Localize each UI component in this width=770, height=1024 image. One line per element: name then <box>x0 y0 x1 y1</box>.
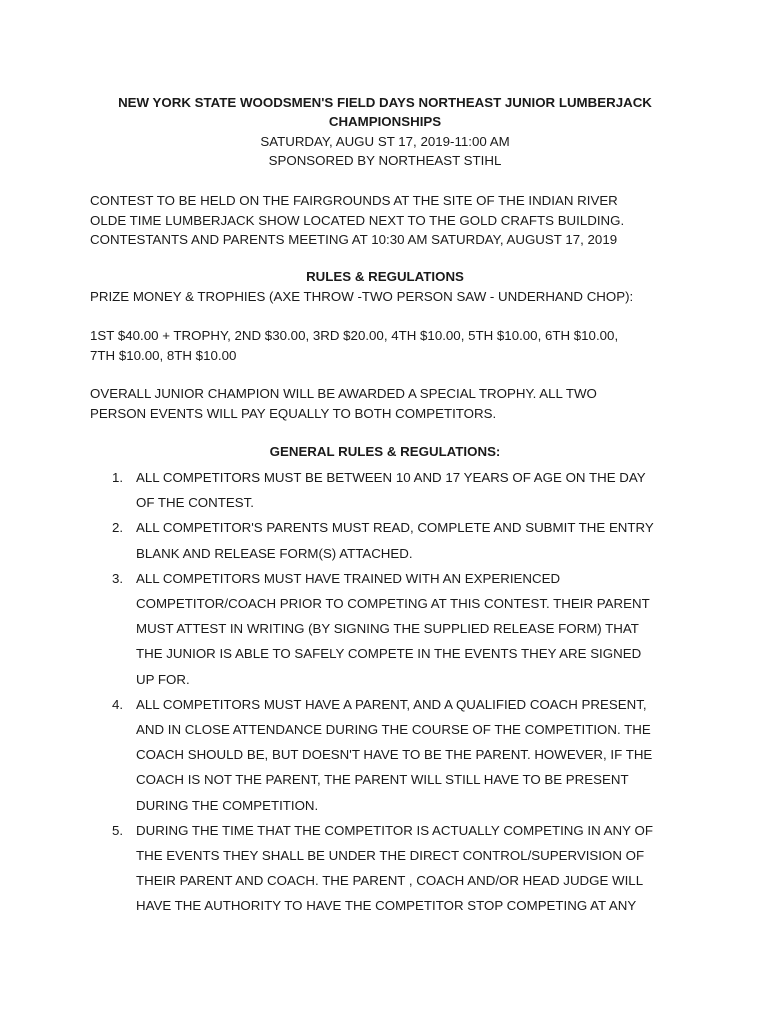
general-rules-heading: GENERAL RULES & REGULATIONS: <box>269 444 501 459</box>
list-item-line: ALL COMPETITORS MUST BE BETWEEN 10 AND 17 YEARS OF AGE ON THE DAY <box>136 470 646 485</box>
prize-money-line: PRIZE MONEY & TROPHIES (AXE THROW -TWO PERSON SAW - UNDERHAND CHOP): <box>90 289 634 304</box>
list-item-line: UP FOR. <box>136 671 190 687</box>
list-item-line: COACH SHOULD BE, BUT DOESN'T HAVE TO BE THE PARENT. HOWEVER, IF THE <box>136 747 653 763</box>
list-item-number: 3. <box>112 570 124 586</box>
prize-list-line: 7TH $10.00, 8TH $10.00 <box>90 347 237 363</box>
list-item <box>90 515 700 565</box>
list-item-line: DURING THE COMPETITION. <box>136 797 319 813</box>
list-item <box>90 818 700 919</box>
list-item-number: 1. <box>112 470 124 485</box>
list-item <box>90 692 700 818</box>
list-item-number: 4. <box>112 696 124 712</box>
intro-line: CONTEST TO BE HELD ON THE FAIRGROUNDS AT THE SITE OF THE INDIAN RIVER <box>90 193 618 208</box>
list-item-line: THEIR PARENT AND COACH. THE PARENT , COACH AND/OR HEAD JUDGE WILL <box>136 873 644 889</box>
rules-heading: RULES & REGULATIONS <box>306 269 464 284</box>
list-item <box>90 465 700 515</box>
list-item-line: OF THE CONTEST. <box>136 495 254 511</box>
list-item <box>90 566 700 692</box>
champion-line: OVERALL JUNIOR CHAMPION WILL BE AWARDED A SPECIAL TROPHY. ALL TWO <box>90 386 597 401</box>
prize-list-paragraph <box>90 326 690 365</box>
champion-paragraph <box>90 384 690 423</box>
general-rules-list <box>90 465 700 919</box>
list-item-line: AND IN CLOSE ATTENDANCE DURING THE COURSE OF THE COMPETITION. THE <box>136 722 651 738</box>
intro-line: CONTESTANTS AND PARENTS MEETING AT 10:30 AM SATURDAY, AUGUST 17, 2019 <box>90 232 618 247</box>
list-item-line: MUST ATTEST IN WRITING (BY SIGNING THE SUPPLIED RELEASE FORM) THAT <box>136 621 639 637</box>
champion-line: PERSON EVENTS WILL PAY EQUALLY TO BOTH COMPETITORS. <box>90 405 497 421</box>
list-item-line: ALL COMPETITORS MUST HAVE TRAINED WITH AN EXPERIENCED <box>136 570 561 586</box>
list-item-number: 2. <box>112 520 124 536</box>
list-item-line: COMPETITOR/COACH PRIOR TO COMPETING AT THIS CONTEST. THEIR PARENT <box>136 596 650 612</box>
prize-list-line: 1ST $40.00 + TROPHY, 2ND $30.00, 3RD $20.00, 4TH $10.00, 5TH $10.00, 6TH $10.00, <box>90 328 619 343</box>
sponsor-line: SPONSORED BY NORTHEAST STIHL <box>268 153 502 168</box>
list-item-line: COACH IS NOT THE PARENT, THE PARENT WILL STILL HAVE TO BE PRESENT <box>136 772 629 788</box>
list-item-number: 5. <box>112 822 124 838</box>
list-item-line: DURING THE TIME THAT THE COMPETITOR IS ACTUALLY COMPETING IN ANY OF <box>136 822 653 838</box>
list-item-line: ALL COMPETITOR'S PARENTS MUST READ, COMPLETE AND SUBMIT THE ENTRY <box>136 520 654 536</box>
document-title-line-1: NEW YORK STATE WOODSMEN'S FIELD DAYS NORTHEAST JUNIOR LUMBERJACK <box>118 95 652 110</box>
intro-line: OLDE TIME LUMBERJACK SHOW LOCATED NEXT TO THE GOLD CRAFTS BUILDING. <box>90 212 625 228</box>
list-item-line: HAVE THE AUTHORITY TO HAVE THE COMPETITOR STOP COMPETING AT ANY <box>136 898 637 914</box>
document-title-line-2: CHAMPIONSHIPS <box>328 114 442 129</box>
event-date-line: SATURDAY, AUGU ST 17, 2019-11:00 AM <box>260 134 510 149</box>
list-item-line: THE EVENTS THEY SHALL BE UNDER THE DIRECT CONTROL/SUPERVISION OF <box>136 848 645 864</box>
intro-paragraph <box>90 191 690 250</box>
list-item-line: BLANK AND RELEASE FORM(S) ATTACHED. <box>136 545 413 561</box>
list-item-line: ALL COMPETITORS MUST HAVE A PARENT, AND A QUALIFIED COACH PRESENT, <box>136 696 647 712</box>
list-item-line: THE JUNIOR IS ABLE TO SAFELY COMPETE IN THE EVENTS THEY ARE SIGNED <box>136 646 642 662</box>
